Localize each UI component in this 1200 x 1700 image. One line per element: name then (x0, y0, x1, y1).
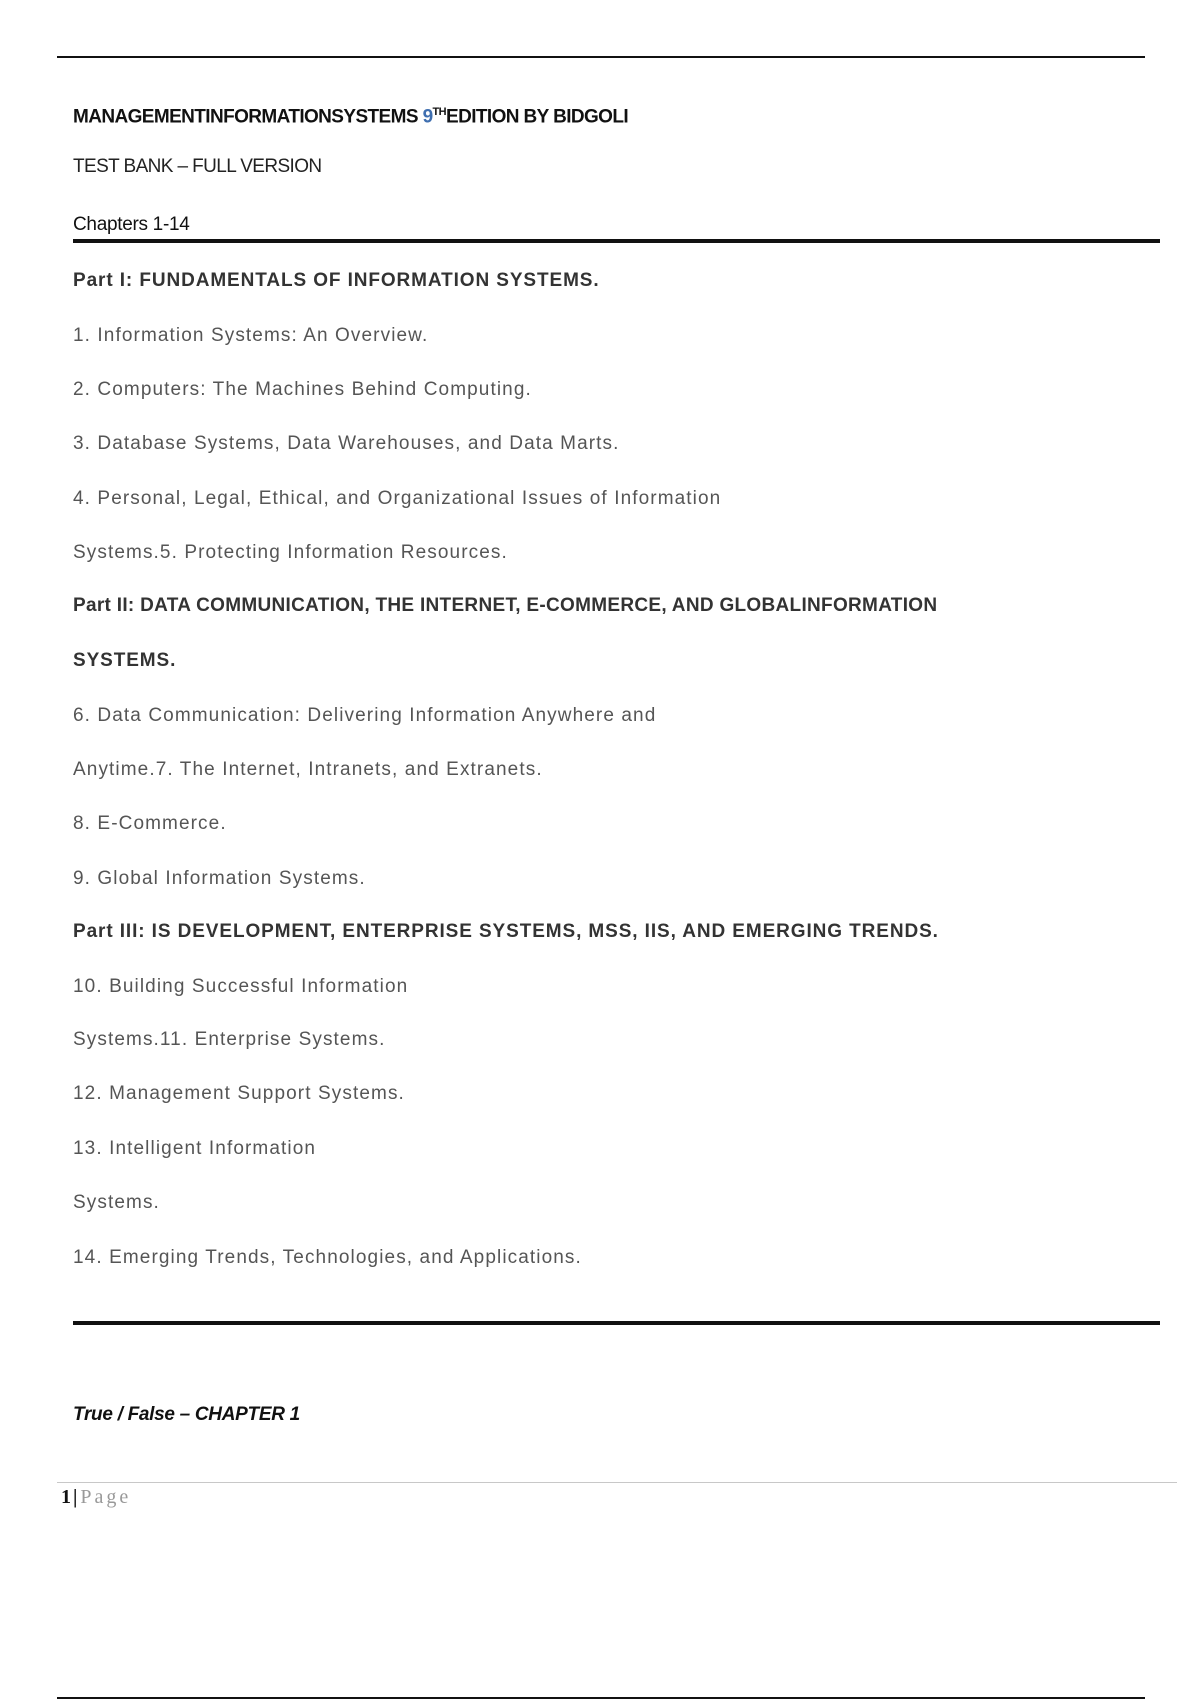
toc-part-2-continued: SYSTEMS. (73, 650, 177, 671)
toc-item: Systems. (73, 1192, 160, 1213)
top-divider (57, 56, 1145, 58)
toc-item: 6. Data Communication: Delivering Information Anywhere and (73, 705, 657, 726)
page-separator: | (73, 1486, 78, 1508)
page-label: Page (80, 1486, 132, 1508)
header-divider (73, 239, 1160, 243)
edition-suffix: TH (432, 106, 447, 118)
toc-item: 4. Personal, Legal, Ethical, and Organizational Issues of Information (73, 488, 722, 509)
toc-item: 13. Intelligent Information (73, 1138, 317, 1159)
toc-item: 14. Emerging Trends, Technologies, and Applications. (73, 1247, 582, 1268)
section-divider (73, 1321, 1160, 1325)
toc-item: Systems.11. Enterprise Systems. (73, 1029, 386, 1050)
toc-part-3: Part III: IS DEVELOPMENT, ENTERPRISE SYSTEMS, MSS, IIS, AND EMERGING TRENDS. (73, 921, 939, 942)
document-subtitle: TEST BANK – FULL VERSION (73, 156, 322, 177)
toc-item: 1. Information Systems: An Overview. (73, 325, 429, 346)
edition-number: 9 (422, 106, 433, 128)
chapters-range: Chapters 1-14 (73, 214, 190, 235)
page-footer (61, 1486, 131, 1509)
toc-item: 8. E-Commerce. (73, 813, 227, 834)
toc-item: 3. Database Systems, Data Warehouses, and Data Marts. (73, 433, 620, 454)
toc-part-1: Part I: FUNDAMENTALS OF INFORMATION SYSTEMS. (73, 270, 600, 291)
toc-item: Systems.5. Protecting Information Resources. (73, 542, 508, 563)
toc-item: 12. Management Support Systems. (73, 1083, 405, 1104)
title-suffix: EDITION BY BIDGOLI (446, 106, 629, 128)
toc-part-2: Part II: DATA COMMUNICATION, THE INTERNET, E-COMMERCE, AND GLOBALINFORMATION (73, 595, 938, 616)
section-heading: True / False – CHAPTER 1 (73, 1404, 300, 1425)
bottom-divider (57, 1697, 1145, 1699)
toc-item: 2. Computers: The Machines Behind Computing. (73, 379, 532, 400)
document-title (73, 106, 628, 128)
title-prefix: MANAGEMENTINFORMATIONSYSTEMS (73, 106, 423, 128)
page-number: 1 (61, 1486, 71, 1508)
toc-item: 10. Building Successful Information (73, 976, 409, 997)
footer-divider (57, 1482, 1177, 1483)
toc-item: Anytime.7. The Internet, Intranets, and Extranets. (73, 759, 543, 780)
toc-item: 9. Global Information Systems. (73, 868, 366, 889)
